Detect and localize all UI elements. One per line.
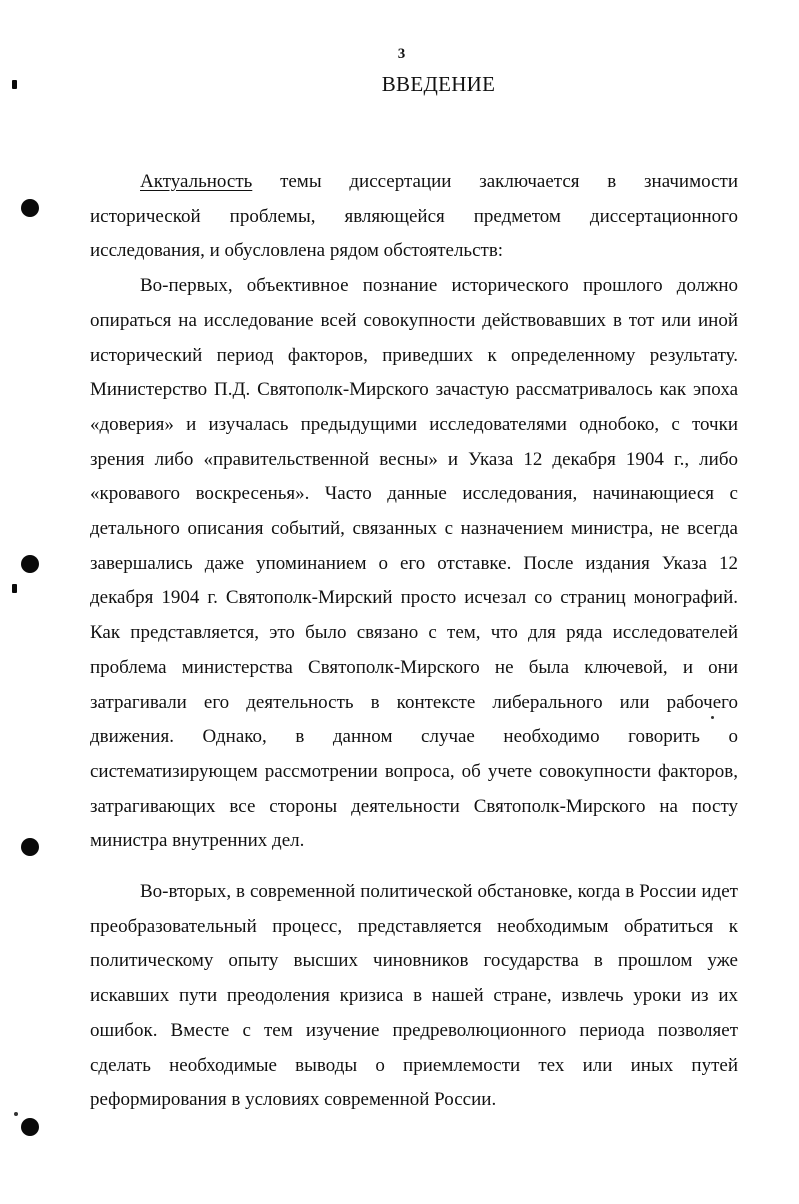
paragraph-text: темы диссертации заключается в значимости исторической проблемы, являющейся предметом диссертационного исследования, и обусловлена рядом обстоятельств: [90,171,738,262]
page-number: 3 [397,46,406,62]
scan-speck [14,1112,18,1116]
margin-mark [12,80,17,89]
scan-speck [711,716,714,719]
paragraph-first-reason: Во-первых, объективное познание исторического прошлого должно опираться на исследование всей совокупности действовавших в тот или иной исторический период факторов, приведших к определенному результату. Министерство П.Д. Святополк-Мирского зачастую рассматривалось как эпоха «доверия» и изучалась предыдущими исследователями однобоко, с точки зрения либо «правительственной весны» и Указа 12 декабря 1904 г., либо «кровавого воскресенья». Часто данные исследования, начинающиеся с детального описания событий, связанных с назначением министра, не всегда завершались даже упоминанием о его отставке. После издания Указа 12 декабря 1904 г. Святополк-Мирский просто исчезал со страниц монографий. Как представляется, это было связано с тем, что для ряда исследователей проблема министерства Святополк-Мирского не была ключевой, и они затрагивали его деятельность в контексте либерального или рабочего движения. Однако, в данном случае необходимо говорить о систематизирующем рассмотрении вопроса, об учете совокупности факторов, затрагивающих все стороны деятельности Святополк-Мирского на посту министра внутренних дел. [90,275,738,852]
margin-mark [12,584,17,593]
paragraph-relevance [90,165,738,269]
punch-hole [21,199,39,217]
punch-hole [21,555,39,573]
section-heading: ВВЕДЕНИЕ [381,72,496,96]
paragraph-second-reason: Во-вторых, в современной политической обстановке, когда в России идет преобразовательный процесс, представляется необходимым обратиться к политическому опыту высших чиновников государства в прошлом уже искавших пути преодоления кризиса в нашей стране, извлечь уроки из их ошибок. Вместе с тем изучение предреволюционного периода позволяет сделать необходимые выводы о приемлемости тех или иных путей реформирования в условиях современной России. [90,881,738,1111]
relevance-keyword: Актуальность [140,171,253,192]
punch-hole [21,1118,39,1136]
body-text [90,165,738,1118]
punch-hole [21,838,39,856]
